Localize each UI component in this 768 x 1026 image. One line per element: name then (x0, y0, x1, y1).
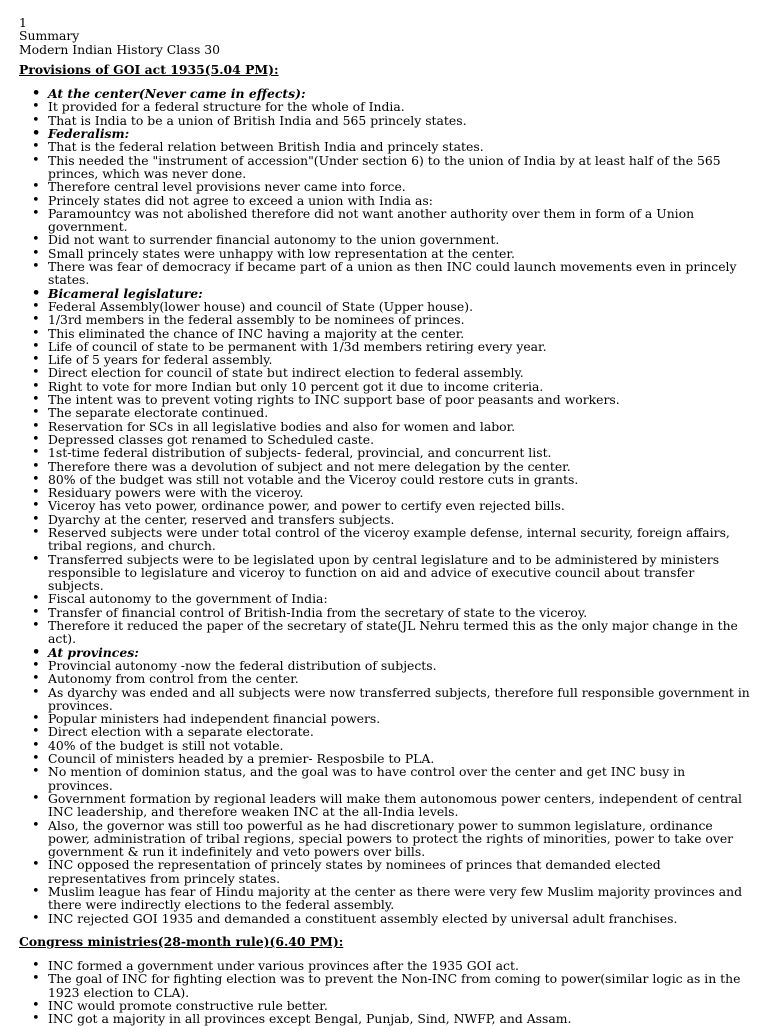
list-item: • This eliminated the chance of INC having a majority at the center. (48, 327, 751, 340)
list-item: • Depressed classes got renamed to Scheduled caste. (48, 433, 751, 446)
list-item: • Therefore it reduced the paper of the secretary of state(JL Nehru termed this as the only major change in the act). (48, 619, 751, 646)
list-subheading: • At provinces: (48, 646, 751, 659)
list-item: • Popular ministers had independent financial powers. (48, 712, 751, 725)
list-item: • Life of 5 years for federal assembly. (48, 353, 751, 366)
list-subheading: • At the center(Never came in effects): (48, 87, 751, 100)
list-item: • Therefore there was a devolution of subject and not mere delegation by the center. (48, 460, 751, 473)
list-item: • Right to vote for more Indian but only 10 percent got it due to income criteria. (48, 380, 751, 393)
list-item: • The intent was to prevent voting rights to INC support base of poor peasants and workers. (48, 393, 751, 406)
list-item: • There was fear of democracy if became part of a union as then INC could launch movements even in princely states. (48, 260, 751, 287)
list-item: • Direct election with a separate electorate. (48, 725, 751, 738)
section-title-goi-act-1935: Provisions of GOI act 1935(5.04 PM): (19, 61, 279, 77)
list-subheading: • Federalism: (48, 127, 751, 140)
list-item: • It provided for a federal structure for the whole of India. (48, 100, 751, 113)
summary-label: Summary (19, 28, 80, 44)
list-item: • INC would promote constructive rule better. (48, 999, 751, 1012)
list-item: • INC got a majority in all provinces except Bengal, Punjab, Sind, NWFP, and Assam. (48, 1012, 751, 1025)
document-page (19, 16, 751, 1026)
list-item: • Council of ministers headed by a premier- Resposbile to PLA. (48, 752, 751, 765)
list-item: • Viceroy has veto power, ordinance power, and power to certify even rejected bills. (48, 499, 751, 512)
list-item: • That is the federal relation between British India and princely states. (48, 140, 751, 153)
congress-ministries-list (19, 959, 751, 1025)
list-item: • Paramountcy was not abolished therefore did not want another authority over them in form of a Union government. (48, 207, 751, 234)
list-item: • As dyarchy was ended and all subjects were now transferred subjects, therefore full responsible government in provinces. (48, 686, 751, 713)
list-item: • Reservation for SCs in all legislative bodies and also for women and labor. (48, 420, 751, 433)
list-item: • The goal of INC for fighting election was to prevent the Non-INC from coming to power(similar logic as in the 1923 election to CLA). (48, 972, 751, 999)
list-item: • Transferred subjects were to be legislated upon by central legislature and to be administered by ministers responsible to legislature and viceroy to function on aid and advice of executive council about transfer subjects. (48, 553, 751, 593)
list-item: • Did not want to surrender financial autonomy to the union government. (48, 233, 751, 246)
list-item: • Autonomy from control from the center. (48, 672, 751, 685)
list-item: • Dyarchy at the center, reserved and transfers subjects. (48, 513, 751, 526)
list-item: • No mention of dominion status, and the goal was to have control over the center and get INC busy in provinces. (48, 765, 751, 792)
list-subheading: • Bicameral legislature: (48, 287, 751, 300)
list-item: • Direct election for council of state but indirect election to federal assembly. (48, 366, 751, 379)
list-item: • Provincial autonomy -now the federal distribution of subjects. (48, 659, 751, 672)
list-item: • That is India to be a union of British India and 565 princely states. (48, 114, 751, 127)
list-item: • Muslim league has fear of Hindu majority at the center as there were very few Muslim majority provinces and there were indirectly elections to the federal assembly. (48, 885, 751, 912)
section-title-congress-ministries: Congress ministries(28-month rule)(6.40 PM): (19, 933, 344, 949)
list-item: • Residuary powers were with the viceroy. (48, 486, 751, 499)
list-item: • Life of council of state to be permanent with 1/3d members retiring every year. (48, 340, 751, 353)
list-item: • Government formation by regional leaders will make them autonomous power centers, independent of central INC leadership, and therefore weaken INC at the all-India levels. (48, 792, 751, 819)
list-item: • Princely states did not agree to exceed a union with India as: (48, 194, 751, 207)
list-item: • INC rejected GOI 1935 and demanded a constituent assembly elected by universal adult franchises. (48, 912, 751, 925)
list-item: • The separate electorate continued. (48, 406, 751, 419)
list-item: • 1st-time federal distribution of subjects- federal, provincial, and concurrent list. (48, 446, 751, 459)
list-item: • Federal Assembly(lower house) and council of State (Upper house). (48, 300, 751, 313)
list-item: • 80% of the budget was still not votable and the Viceroy could restore cuts in grants. (48, 473, 751, 486)
list-item: • INC formed a government under various provinces after the 1935 GOI act. (48, 959, 751, 972)
list-item: • INC opposed the representation of princely states by nominees of princes that demanded elected representatives from princely states. (48, 858, 751, 885)
list-item: • Therefore central level provisions never came into force. (48, 180, 751, 193)
list-item: • Transfer of financial control of British-India from the secretary of state to the viceroy. (48, 606, 751, 619)
list-item: • 40% of the budget is still not votable. (48, 739, 751, 752)
list-item: • Reserved subjects were under total control of the viceroy example defense, internal security, foreign affairs, tribal regions, and church. (48, 526, 751, 553)
course-title: Modern Indian History Class 30 (19, 41, 221, 57)
goi-act-provisions-list (19, 87, 751, 925)
list-item: • 1/3rd members in the federal assembly to be nominees of princes. (48, 313, 751, 326)
list-item: • Small princely states were unhappy with low representation at the center. (48, 247, 751, 260)
page-number: 1 (19, 15, 27, 30)
list-item: • Also, the governor was still too powerful as he had discretionary power to summon legislature, ordinance power, administration of tribal regions, special powers to protect the rights of minorities, power to take over government & run it indefinitely and veto powers over bills. (48, 819, 751, 859)
list-item: • Fiscal autonomy to the government of India: (48, 592, 751, 605)
list-item: • This needed the "instrument of accession"(Under section 6) to the union of India by at least half of the 565 princes, which was never done. (48, 154, 751, 181)
